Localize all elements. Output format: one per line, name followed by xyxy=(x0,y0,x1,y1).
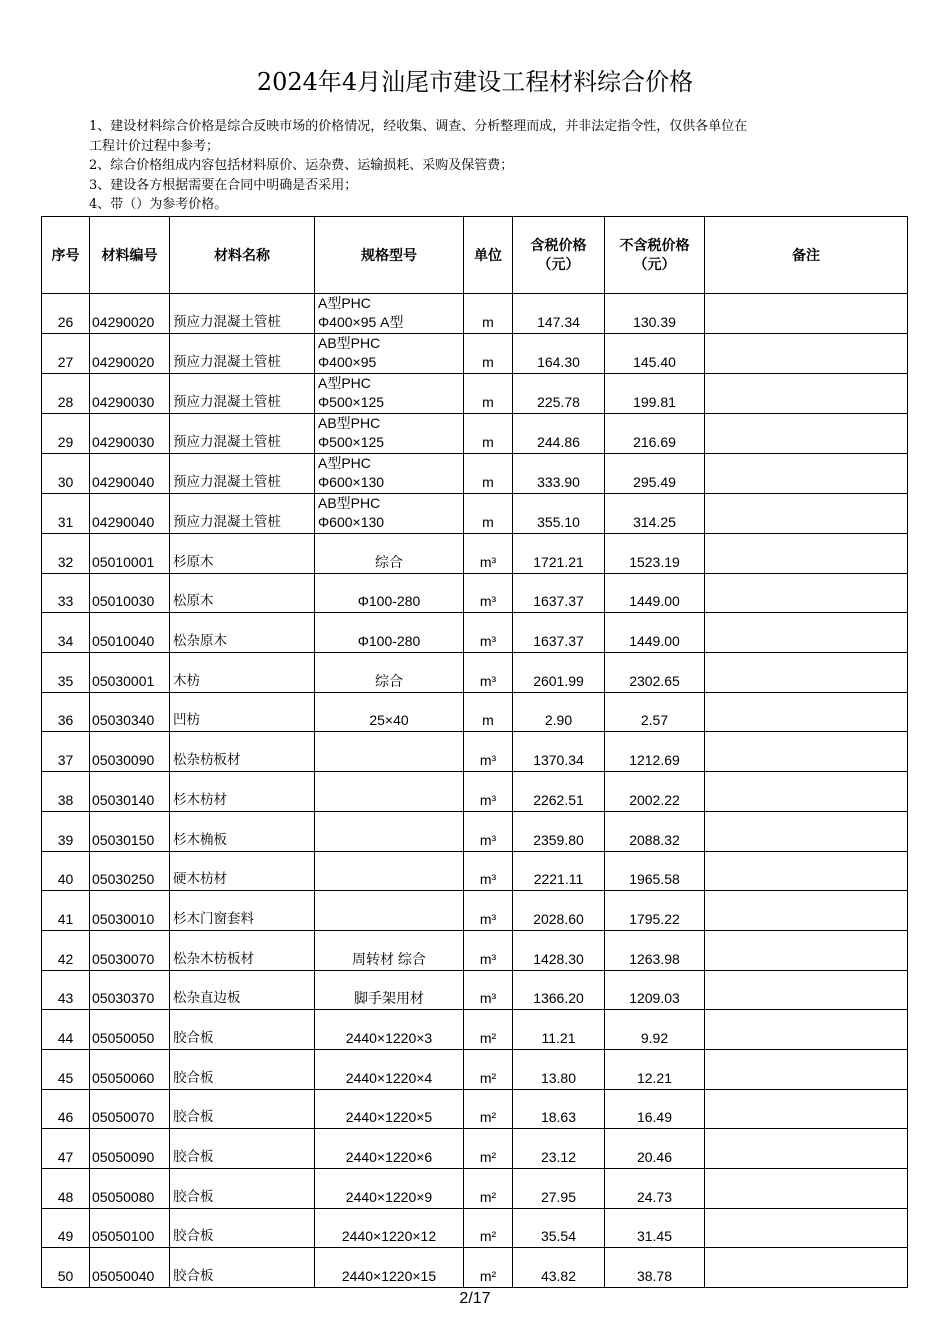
cell-price-tax: 11.21 xyxy=(513,1010,605,1050)
spec-line-1: A型PHC xyxy=(318,375,371,391)
cell-price-tax: 35.54 xyxy=(513,1208,605,1248)
cell-spec xyxy=(315,811,464,851)
cell-unit: m² xyxy=(464,1010,513,1050)
cell-code: 05030370 xyxy=(90,970,170,1010)
cell-name: 松杂直边板 xyxy=(170,970,315,1010)
cell-name: 预应力混凝土管桩 xyxy=(170,454,315,494)
cell-code: 05050070 xyxy=(90,1089,170,1129)
cell-price-notax: 1212.69 xyxy=(605,732,705,772)
spec-line-2: Φ100-280 xyxy=(357,593,421,610)
table-row xyxy=(42,534,908,574)
header-unit: 单位 xyxy=(464,217,513,294)
header-price-tax-unit: （元） xyxy=(537,256,580,272)
cell-name: 胶合板 xyxy=(170,1129,315,1169)
cell-seq: 48 xyxy=(42,1169,90,1209)
cell-unit: m³ xyxy=(464,811,513,851)
cell-unit: m² xyxy=(464,1089,513,1129)
cell-seq: 47 xyxy=(42,1129,90,1169)
cell-price-notax: 199.81 xyxy=(605,374,705,414)
page-number: 2/17 xyxy=(459,1290,491,1307)
spec-line-2: Φ600×130 xyxy=(318,514,385,530)
cell-unit: m² xyxy=(464,1169,513,1209)
cell-code: 05050090 xyxy=(90,1129,170,1169)
cell-name: 松杂枋板材 xyxy=(170,732,315,772)
cell-price-tax: 2028.60 xyxy=(513,891,605,931)
cell-price-tax: 1370.34 xyxy=(513,732,605,772)
cell-unit: m² xyxy=(464,1208,513,1248)
cell-unit: m³ xyxy=(464,534,513,574)
cell-seq: 49 xyxy=(42,1208,90,1248)
cell-seq: 39 xyxy=(42,811,90,851)
cell-code: 05030340 xyxy=(90,692,170,732)
cell-unit: m xyxy=(464,374,513,414)
spec-line-2: Φ100-280 xyxy=(357,633,421,650)
cell-seq: 45 xyxy=(42,1049,90,1089)
cell-unit: m xyxy=(464,414,513,454)
cell-seq: 42 xyxy=(42,930,90,970)
cell-name: 凹枋 xyxy=(170,692,315,732)
cell-spec xyxy=(315,613,464,653)
cell-seq: 37 xyxy=(42,732,90,772)
header-code: 材料编号 xyxy=(90,217,170,294)
header-spec: 规格型号 xyxy=(315,217,464,294)
table-row xyxy=(42,653,908,693)
cell-code: 05010030 xyxy=(90,573,170,613)
cell-price-tax: 2221.11 xyxy=(513,851,605,891)
price-table xyxy=(41,216,908,1288)
cell-name: 预应力混凝土管桩 xyxy=(170,414,315,454)
cell-price-tax: 225.78 xyxy=(513,374,605,414)
cell-unit: m³ xyxy=(464,653,513,693)
cell-name: 杉原木 xyxy=(170,534,315,574)
cell-remark xyxy=(705,732,908,772)
cell-price-notax: 1209.03 xyxy=(605,970,705,1010)
cell-price-notax: 24.73 xyxy=(605,1169,705,1209)
header-price-tax xyxy=(513,217,605,294)
spec-line-2: 2440×1220×12 xyxy=(341,1228,437,1245)
cell-seq: 38 xyxy=(42,772,90,812)
cell-spec xyxy=(315,1010,464,1050)
cell-price-notax: 145.40 xyxy=(605,334,705,374)
table-header-row xyxy=(42,217,908,294)
cell-price-tax: 27.95 xyxy=(513,1169,605,1209)
cell-code: 05030090 xyxy=(90,732,170,772)
cell-code: 05030150 xyxy=(90,811,170,851)
cell-unit: m³ xyxy=(464,851,513,891)
cell-code: 04290040 xyxy=(90,454,170,494)
table-row xyxy=(42,930,908,970)
note-line-2: 2、综合价格组成内容包括材料原价、运杂费、运输损耗、采购及保管费； xyxy=(89,158,514,173)
cell-seq: 50 xyxy=(42,1248,90,1288)
cell-code: 05030010 xyxy=(90,891,170,931)
cell-name: 硬木枋材 xyxy=(170,851,315,891)
cell-name: 木枋 xyxy=(170,653,315,693)
cell-price-notax: 130.39 xyxy=(605,294,705,334)
table-row xyxy=(42,1089,908,1129)
cell-price-notax: 38.78 xyxy=(605,1248,705,1288)
table-row xyxy=(42,891,908,931)
header-name: 材料名称 xyxy=(170,217,315,294)
spec-line-2: 2440×1220×15 xyxy=(341,1268,437,1285)
cell-remark xyxy=(705,1248,908,1288)
spec-line-2: Φ400×95 xyxy=(318,354,377,370)
spec-line-2: 周转材 综合 xyxy=(352,950,426,967)
table-row xyxy=(42,772,908,812)
cell-remark xyxy=(705,454,908,494)
cell-code: 05050080 xyxy=(90,1169,170,1209)
cell-seq: 32 xyxy=(42,534,90,574)
cell-seq: 30 xyxy=(42,454,90,494)
cell-price-tax: 1637.37 xyxy=(513,573,605,613)
cell-name: 松杂木枋板材 xyxy=(170,930,315,970)
cell-unit: m³ xyxy=(464,970,513,1010)
cell-name: 胶合板 xyxy=(170,1248,315,1288)
cell-spec xyxy=(315,772,464,812)
cell-code: 04290020 xyxy=(90,334,170,374)
table-row xyxy=(42,454,908,494)
cell-name: 预应力混凝土管桩 xyxy=(170,494,315,534)
cell-price-tax: 2.90 xyxy=(513,692,605,732)
cell-unit: m xyxy=(464,454,513,494)
cell-price-notax: 9.92 xyxy=(605,1010,705,1050)
cell-spec xyxy=(315,1208,464,1248)
cell-name: 预应力混凝土管桩 xyxy=(170,294,315,334)
cell-price-notax: 16.49 xyxy=(605,1089,705,1129)
cell-seq: 26 xyxy=(42,294,90,334)
cell-remark xyxy=(705,414,908,454)
cell-spec xyxy=(315,294,464,334)
page-title: 2024年4月汕尾市建设工程材料综合价格 xyxy=(256,68,694,96)
cell-price-notax: 1449.00 xyxy=(605,573,705,613)
cell-remark xyxy=(705,1049,908,1089)
cell-seq: 43 xyxy=(42,970,90,1010)
cell-price-tax: 147.34 xyxy=(513,294,605,334)
cell-seq: 27 xyxy=(42,334,90,374)
table-row xyxy=(42,294,908,334)
table-row xyxy=(42,1208,908,1248)
cell-spec xyxy=(315,891,464,931)
cell-code: 05050040 xyxy=(90,1248,170,1288)
cell-name: 松杂原木 xyxy=(170,613,315,653)
cell-remark xyxy=(705,930,908,970)
cell-seq: 33 xyxy=(42,573,90,613)
table-row xyxy=(42,970,908,1010)
spec-line-2: 2440×1220×4 xyxy=(345,1069,433,1086)
cell-remark xyxy=(705,334,908,374)
cell-seq: 46 xyxy=(42,1089,90,1129)
cell-seq: 29 xyxy=(42,414,90,454)
cell-unit: m xyxy=(464,334,513,374)
cell-price-tax: 23.12 xyxy=(513,1129,605,1169)
cell-code: 04290030 xyxy=(90,414,170,454)
cell-name: 胶合板 xyxy=(170,1089,315,1129)
header-price-notax xyxy=(605,217,705,294)
cell-remark xyxy=(705,772,908,812)
cell-unit: m² xyxy=(464,1129,513,1169)
cell-price-notax: 2088.32 xyxy=(605,811,705,851)
cell-price-notax: 1965.58 xyxy=(605,851,705,891)
spec-line-2: 综合 xyxy=(375,672,403,689)
table-row xyxy=(42,613,908,653)
cell-unit: m³ xyxy=(464,891,513,931)
cell-code: 05030140 xyxy=(90,772,170,812)
cell-spec xyxy=(315,1248,464,1288)
cell-remark xyxy=(705,573,908,613)
cell-spec xyxy=(315,494,464,534)
cell-unit: m³ xyxy=(464,573,513,613)
cell-seq: 35 xyxy=(42,653,90,693)
cell-price-notax: 20.46 xyxy=(605,1129,705,1169)
table-row xyxy=(42,1129,908,1169)
cell-price-tax: 43.82 xyxy=(513,1248,605,1288)
cell-code: 05030001 xyxy=(90,653,170,693)
cell-remark xyxy=(705,891,908,931)
cell-price-tax: 333.90 xyxy=(513,454,605,494)
spec-line-2: Φ500×125 xyxy=(318,394,385,410)
cell-price-notax: 2.57 xyxy=(605,692,705,732)
table-row xyxy=(42,374,908,414)
note-line-1: 1、建设材料综合价格是综合反映市场的价格情况，经收集、调查、分析整理而成，并非法定指令性，仅供各单位在 xyxy=(89,119,748,134)
cell-price-notax: 2302.65 xyxy=(605,653,705,693)
cell-price-notax: 12.21 xyxy=(605,1049,705,1089)
cell-name: 杉木门窗套料 xyxy=(170,891,315,931)
cell-code: 05030070 xyxy=(90,930,170,970)
cell-unit: m³ xyxy=(464,732,513,772)
cell-spec xyxy=(315,534,464,574)
cell-spec xyxy=(315,1129,464,1169)
table-row xyxy=(42,573,908,613)
table-row xyxy=(42,494,908,534)
cell-remark xyxy=(705,1089,908,1129)
cell-remark xyxy=(705,613,908,653)
header-price-tax-label: 含税价格 xyxy=(530,237,587,253)
spec-line-2: 2440×1220×5 xyxy=(345,1109,433,1126)
cell-unit: m xyxy=(464,494,513,534)
cell-name: 胶合板 xyxy=(170,1208,315,1248)
cell-remark xyxy=(705,1010,908,1050)
cell-price-tax: 18.63 xyxy=(513,1089,605,1129)
cell-seq: 36 xyxy=(42,692,90,732)
note-line-1-continued: 工程计价过程中参考； xyxy=(89,138,220,154)
cell-seq: 31 xyxy=(42,494,90,534)
header-price-notax-label: 不含税价格 xyxy=(619,237,690,253)
spec-line-2: 脚手架用材 xyxy=(354,990,424,1007)
cell-seq: 34 xyxy=(42,613,90,653)
cell-unit: m³ xyxy=(464,930,513,970)
cell-name: 杉木枋材 xyxy=(170,772,315,812)
header-price-notax-unit: （元） xyxy=(633,256,676,272)
spec-line-2: Φ500×125 xyxy=(318,434,385,450)
cell-remark xyxy=(705,851,908,891)
cell-price-tax: 1721.21 xyxy=(513,534,605,574)
cell-spec xyxy=(315,732,464,772)
cell-spec xyxy=(315,454,464,494)
cell-unit: m xyxy=(464,692,513,732)
cell-spec xyxy=(315,1089,464,1129)
cell-code: 05050050 xyxy=(90,1010,170,1050)
cell-price-tax: 2601.99 xyxy=(513,653,605,693)
cell-spec xyxy=(315,653,464,693)
cell-code: 05010001 xyxy=(90,534,170,574)
table-row xyxy=(42,1010,908,1050)
cell-name: 胶合板 xyxy=(170,1010,315,1050)
cell-price-notax: 1795.22 xyxy=(605,891,705,931)
cell-remark xyxy=(705,970,908,1010)
notes xyxy=(89,117,879,215)
cell-remark xyxy=(705,692,908,732)
note-line-4: 4、带（）为参考价格。 xyxy=(89,197,228,212)
cell-unit: m³ xyxy=(464,613,513,653)
cell-price-tax: 2359.80 xyxy=(513,811,605,851)
table-body xyxy=(42,294,908,1288)
spec-line-2: Φ600×130 xyxy=(318,474,385,490)
header-seq: 序号 xyxy=(42,217,90,294)
cell-remark xyxy=(705,534,908,574)
spec-line-2: 2440×1220×3 xyxy=(345,1029,433,1046)
cell-code: 04290040 xyxy=(90,494,170,534)
cell-price-tax: 1366.20 xyxy=(513,970,605,1010)
cell-spec xyxy=(315,851,464,891)
cell-name: 杉木桷板 xyxy=(170,811,315,851)
table-row xyxy=(42,851,908,891)
cell-code: 05030250 xyxy=(90,851,170,891)
cell-unit: m² xyxy=(464,1248,513,1288)
cell-name: 预应力混凝土管桩 xyxy=(170,334,315,374)
table-row xyxy=(42,732,908,772)
cell-spec xyxy=(315,414,464,454)
table-row xyxy=(42,1169,908,1209)
cell-price-notax: 314.25 xyxy=(605,494,705,534)
spec-line-1: AB型PHC xyxy=(318,335,381,351)
cell-price-notax: 216.69 xyxy=(605,414,705,454)
table-row xyxy=(42,414,908,454)
cell-price-notax: 1449.00 xyxy=(605,613,705,653)
cell-price-notax: 1263.98 xyxy=(605,930,705,970)
cell-name: 胶合板 xyxy=(170,1049,315,1089)
spec-line-1: A型PHC xyxy=(318,295,371,311)
cell-remark xyxy=(705,374,908,414)
cell-remark xyxy=(705,1129,908,1169)
cell-remark xyxy=(705,294,908,334)
cell-name: 预应力混凝土管桩 xyxy=(170,374,315,414)
cell-spec xyxy=(315,374,464,414)
cell-price-tax: 1637.37 xyxy=(513,613,605,653)
cell-price-tax: 13.80 xyxy=(513,1049,605,1089)
cell-price-tax: 164.30 xyxy=(513,334,605,374)
table-row xyxy=(42,1248,908,1288)
cell-price-tax: 1428.30 xyxy=(513,930,605,970)
spec-line-1: A型PHC xyxy=(318,455,371,471)
cell-remark xyxy=(705,494,908,534)
table-row xyxy=(42,692,908,732)
header-remark: 备注 xyxy=(705,217,908,294)
cell-name: 松原木 xyxy=(170,573,315,613)
spec-line-2: 2440×1220×9 xyxy=(345,1188,433,1205)
cell-spec xyxy=(315,573,464,613)
cell-price-tax: 2262.51 xyxy=(513,772,605,812)
cell-spec xyxy=(315,1049,464,1089)
spec-line-2: 25×40 xyxy=(369,712,409,729)
spec-line-2: 综合 xyxy=(375,553,403,570)
cell-spec xyxy=(315,970,464,1010)
cell-remark xyxy=(705,811,908,851)
cell-price-notax: 2002.22 xyxy=(605,772,705,812)
cell-name: 胶合板 xyxy=(170,1169,315,1209)
cell-spec xyxy=(315,692,464,732)
cell-unit: m³ xyxy=(464,772,513,812)
cell-remark xyxy=(705,1208,908,1248)
table-row xyxy=(42,334,908,374)
spec-line-2: Φ400×95 A型 xyxy=(318,314,404,330)
spec-line-1: AB型PHC xyxy=(318,495,381,511)
table-row xyxy=(42,811,908,851)
cell-unit: m xyxy=(464,294,513,334)
cell-seq: 41 xyxy=(42,891,90,931)
cell-remark xyxy=(705,1169,908,1209)
table-row xyxy=(42,1049,908,1089)
cell-seq: 40 xyxy=(42,851,90,891)
note-line-3: 3、建设各方根据需要在合同中明确是否采用； xyxy=(89,177,358,193)
cell-spec xyxy=(315,930,464,970)
spec-line-1: AB型PHC xyxy=(318,415,381,431)
cell-price-notax: 1523.19 xyxy=(605,534,705,574)
cell-price-tax: 244.86 xyxy=(513,414,605,454)
cell-spec xyxy=(315,1169,464,1209)
cell-code: 04290030 xyxy=(90,374,170,414)
cell-seq: 28 xyxy=(42,374,90,414)
cell-code: 05050060 xyxy=(90,1049,170,1089)
cell-price-notax: 295.49 xyxy=(605,454,705,494)
cell-price-tax: 355.10 xyxy=(513,494,605,534)
cell-spec xyxy=(315,334,464,374)
cell-remark xyxy=(705,653,908,693)
cell-code: 04290020 xyxy=(90,294,170,334)
cell-code: 05050100 xyxy=(90,1208,170,1248)
cell-unit: m² xyxy=(464,1049,513,1089)
spec-line-2: 2440×1220×6 xyxy=(345,1149,433,1165)
cell-price-notax: 31.45 xyxy=(605,1208,705,1248)
cell-code: 05010040 xyxy=(90,613,170,653)
cell-seq: 44 xyxy=(42,1010,90,1050)
